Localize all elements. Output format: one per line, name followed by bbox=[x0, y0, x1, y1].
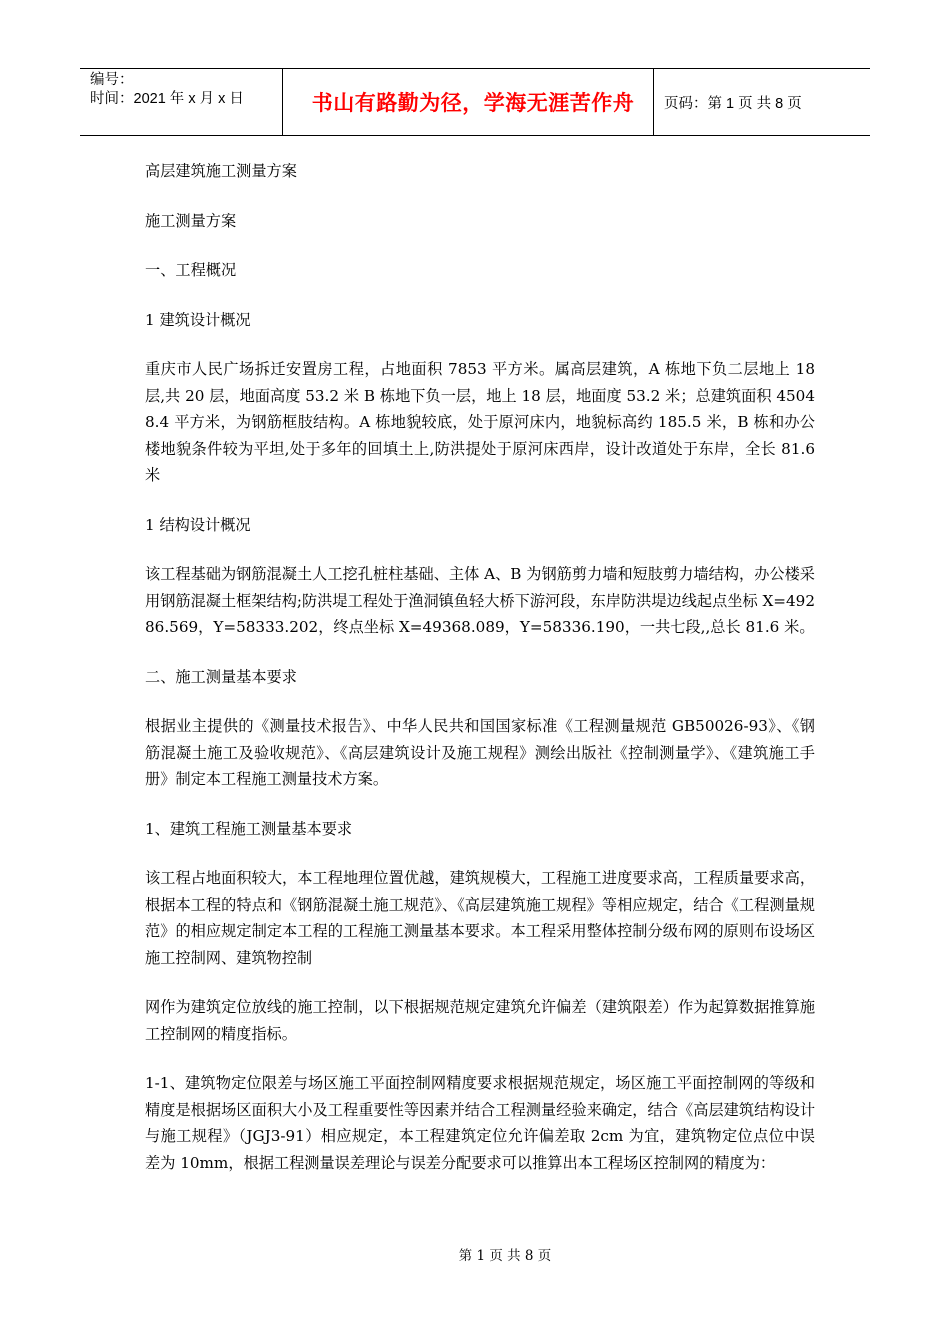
page-header bbox=[80, 68, 870, 136]
page-footer: 第 1 页 共 8 页 bbox=[458, 1248, 552, 1264]
paragraph-control-network: 网作为建筑定位放线的施工控制，以下根据规范规定建筑允许偏差（建筑限差）作为起算数据推算施工控制网的精度指标。 bbox=[145, 998, 815, 1043]
section-subtitle: 施工测量方案 bbox=[145, 211, 237, 230]
paragraph-basic-requirements: 该工程占地面积较大，本工程地理位置优越，建筑规模大，工程施工进度要求高，工程质量要求高，根据本工程的特点和《钢筋混凝土施工规范》、《高层建筑施工规程》等相应规定，结合《工程测量规范》的相应规定制定本工程的工程施工测量基本要求。本工程采用整体控制分级布网的原则布设场区施工控制网、建筑物控制 bbox=[145, 869, 815, 967]
paragraph-architecture: 重庆市人民广场拆迁安置房工程，占地面积 7853 平方米。属高层建筑，A 栋地下负二层地上 18 层,共 20 层，地面高度 53.2 米 B 栋地下负一层，地上 18 层，地面度 53.2 米；总建筑面积 45048.4 平方米，为钢筋框肢结构。A 栋地貌较底，处于原河床内，地貌标高约 185.5 米，B 栋和办公楼地貌条件较为平坦,处于多年的回填土上,防洪提处于原河床西岸，设计改道处于东岸，全长 81.6 米 bbox=[145, 360, 815, 484]
header-meta bbox=[80, 69, 282, 135]
document-number-label: 编号： bbox=[90, 72, 134, 88]
paragraph-positioning-tolerance: 1-1、建筑物定位限差与场区施工平面控制网精度要求根据规范规定，场区施工平面控制网的等级和精度是根据场区面积大小及工程重要性等因素并结合工程测量经验来确定，结合《高层建筑结构设计与施工规程》（JGJ3-91）相应规定，本工程建筑定位允许偏差取 2cm 为宜，建筑物定位点位中误差为 10mm，根据工程测量误差理论与误差分配要求可以推算出本工程场区控制网的精度为： bbox=[145, 1074, 815, 1172]
subsection-heading-structure: 1 结构设计概况 bbox=[145, 515, 251, 534]
document-title: 高层建筑施工测量方案 bbox=[145, 162, 297, 180]
subsection-heading-basic-requirements: 1、建筑工程施工测量基本要求 bbox=[145, 819, 353, 838]
document-body bbox=[145, 158, 815, 1199]
header-motto: 书山有路勤为径，学海无涯苦作舟 bbox=[311, 91, 635, 115]
header-page-info-cell bbox=[654, 69, 870, 135]
paragraph-structure: 该工程基础为钢筋混凝土人工挖孔桩柱基础、主体 A、B 为钢筋剪力墙和短肢剪力墙结构，办公楼采用钢筋混凝土框架结构;防洪堤工程处于渔洞镇鱼轻大桥下游河段，东岸防洪堤边线起点坐标 X=49286.569，Y=58333.202，终点坐标 X=49368.089，Y=58336.190，一共七段,,总长 81.6 米。 bbox=[145, 565, 815, 636]
document-time-label: 时间：2021 年 x 月 x 日 bbox=[90, 91, 244, 107]
section-heading-overview: 一、工程概况 bbox=[145, 261, 237, 279]
header-page-info: 页码：第 1 页 共 8 页 bbox=[664, 95, 802, 112]
header-motto-cell bbox=[282, 69, 654, 135]
section-heading-requirements: 二、施工测量基本要求 bbox=[145, 667, 297, 686]
subsection-heading-architecture: 1 建筑设计概况 bbox=[145, 310, 251, 329]
paragraph-references: 根据业主提供的《测量技术报告》、中华人民共和国国家标准《工程测量规范 GB50026-93》、《钢筋混凝土施工及验收规范》、《高层建筑设计及施工规程》测绘出版社《控制测量学》、《建筑施工手册》制定本工程施工测量技术方案。 bbox=[145, 717, 815, 788]
